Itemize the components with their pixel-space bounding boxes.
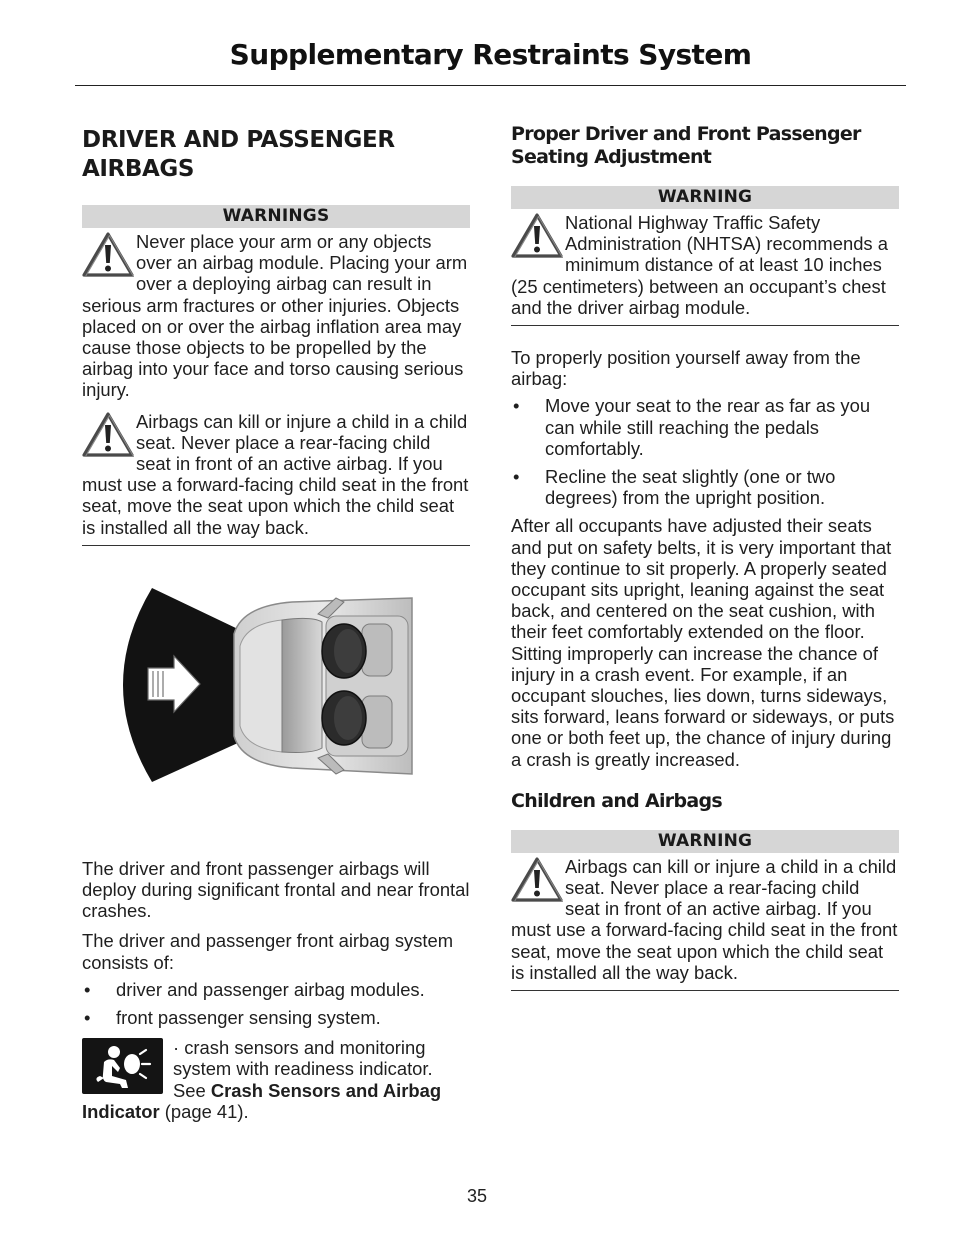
paragraph-deploy: The driver and front passenger airbags will deploy during significant frontal and near frontal crashes. — [82, 857, 470, 922]
paragraph-position: To properly position yourself away from the airbag: — [511, 347, 861, 390]
bullet-mark: • — [84, 978, 91, 1000]
left-column — [82, 118, 470, 1122]
list-item — [82, 979, 470, 1000]
indicator-text: · crash sensors and monitoring system with readiness indicator. See — [173, 1037, 433, 1101]
warning-nhtsa — [511, 212, 899, 318]
subtitle-seating-adjustment: Proper Driver and Front Passenger Seating Adjustment — [511, 123, 861, 168]
warning-child-seat — [82, 411, 470, 538]
warning-arm-objects — [82, 231, 470, 401]
section-title-airbags: DRIVER AND PASSENGER AIRBAGS — [82, 127, 395, 182]
warning-text: Airbags can kill or injure a child in a child seat. Never place a rear-facing child seat in front of an active airbag. If you must use a forward-facing child seat in the front seat, move the seat upon which the child seat is installed all the way back. — [511, 855, 898, 983]
airbag-indicator-icon — [82, 1038, 163, 1094]
warning-triangle-icon — [511, 856, 563, 904]
warning-label: WARNING — [511, 830, 899, 853]
warning-text: Airbags can kill or injure a child in a child seat. Never place a rear-facing child seat in front of an active airbag. If you must use a forward-facing child seat in the front seat, move the seat upon which the child seat is installed all the way back. — [82, 410, 469, 538]
warning-child-seat — [511, 856, 899, 983]
page-title: Supplementary Restraints System — [229, 38, 752, 71]
divider — [511, 990, 899, 991]
list-item — [511, 395, 899, 459]
paragraph-occupants: After all occupants have adjusted their seats and put on safety belts, it is very important that they continue to sit properly. A properly seated occupant sits upright, leaning against the seat back, and centered on the seat cushion, with their feet comfortably extended on the floor. Sitting improperly can increase the chance of injury in a crash event. For example, if an occupant slouches, lies down, turns sideways, sits forward, leans forward or sideways, or puts one or both feet up, the chance of injury during a crash is greatly increased. — [511, 515, 895, 770]
warning-text: Never place your arm or any objects over an airbag module. Placing your arm over a deploying airbag can result in serious arm fractures or other injuries. Objects placed on or over the airbag inflation area may cause those objects to be propelled by the airbag into your face and torso causing serious injury. — [82, 231, 468, 401]
subtitle-children-airbags: Children and Airbags — [511, 789, 722, 812]
page-number: 35 — [466, 1186, 488, 1206]
divider — [82, 545, 470, 546]
page-header — [75, 36, 906, 86]
warning-label: WARNING — [511, 186, 899, 209]
divider — [511, 325, 899, 326]
list-item — [82, 1007, 470, 1028]
car-airbag-figure — [122, 576, 422, 796]
airbag-system-list — [82, 979, 470, 1028]
list-item-text: driver and passenger airbag modules. — [116, 978, 425, 1000]
list-item-text: Move your seat to the rear as far as you can while still reaching the pedals comfortably. — [545, 395, 871, 459]
warning-triangle-icon — [82, 411, 134, 459]
seating-list — [511, 395, 899, 508]
bullet-mark: • — [513, 395, 520, 417]
bullet-mark: • — [84, 1007, 91, 1029]
indicator-suffix: (page 41). — [159, 1100, 249, 1122]
paragraph-system: The driver and passenger front airbag system consists of: — [82, 930, 454, 973]
bullet-mark: • — [513, 466, 520, 488]
warnings-label: WARNINGS — [82, 205, 470, 228]
warning-text: National Highway Traffic Safety Administration (NHTSA) recommends a minimum distance of at least 10 inches (25 centimeters) between an occupant’s chest and the driver airbag module. — [511, 212, 888, 318]
warning-triangle-icon — [82, 231, 134, 279]
list-item — [511, 466, 899, 508]
crash-sensors-link[interactable]: Crash Sensors and Airbag Indicator — [82, 1079, 442, 1122]
right-column — [511, 118, 899, 991]
list-item-text: front passenger sensing system. — [116, 1007, 381, 1029]
list-item-text: Recline the seat slightly (one or two degrees) from the upright position. — [545, 466, 836, 509]
airbag-indicator-note — [82, 1037, 470, 1122]
warning-triangle-icon — [511, 212, 563, 260]
